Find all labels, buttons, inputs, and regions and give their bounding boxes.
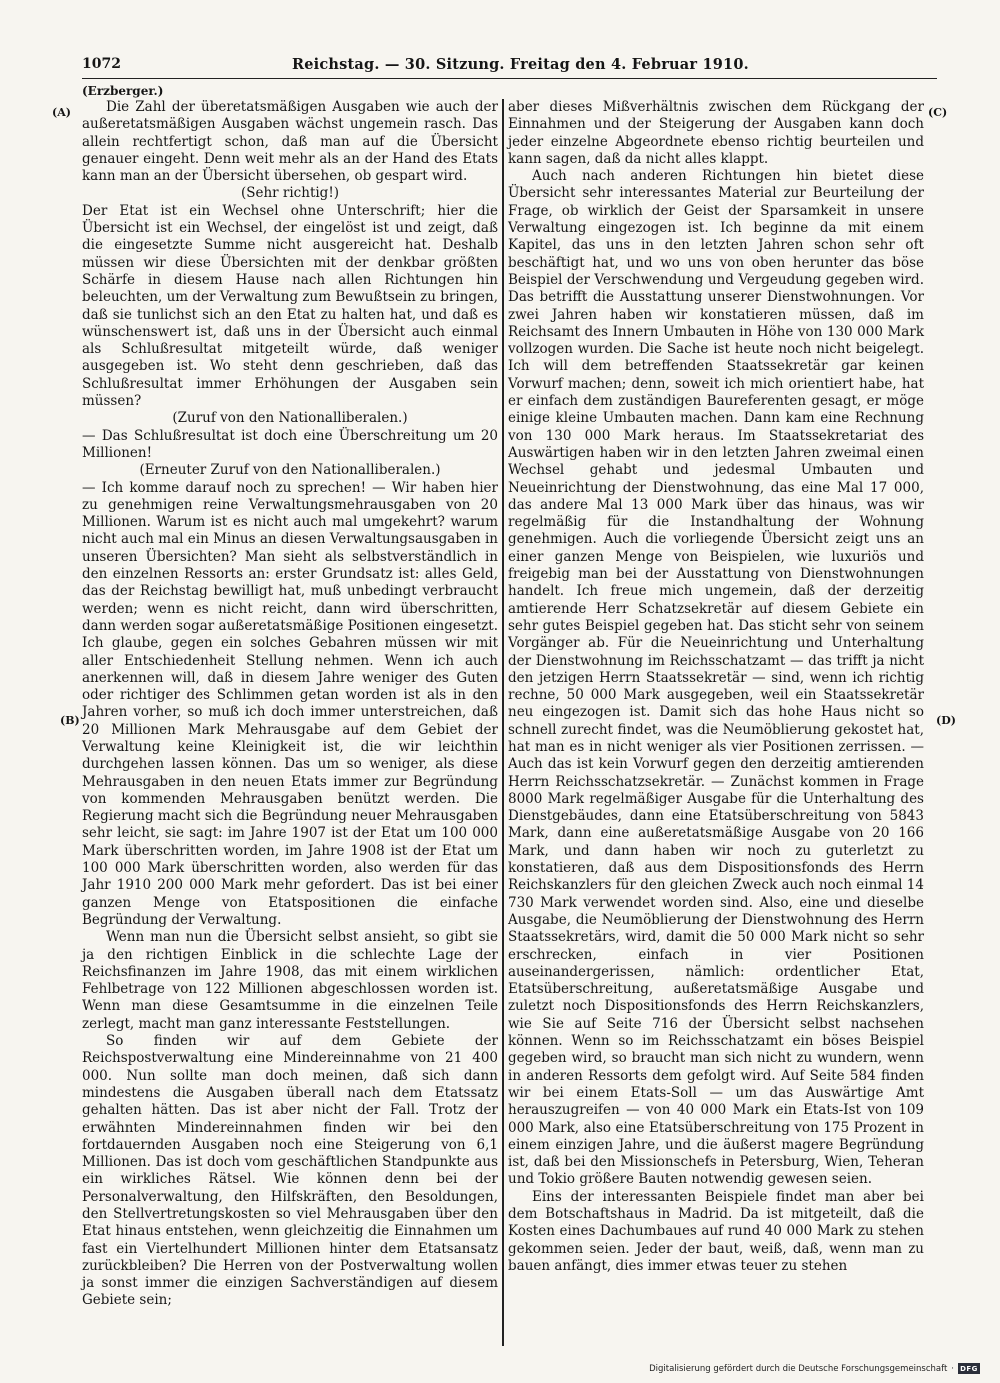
column-divider [502,99,504,1346]
speaker-label: (Erzberger.) [82,84,164,98]
paragraph: So finden wir auf dem Gebiete der Reichspostverwaltung eine Mindereinnahme von 21 400 000. Nun sollte man doch meinen, daß sich dann mindestens die Ausgaben überall nach dem Etatssatz gehalten hätten. Das ist aber nicht der Fall. Trotz der erwähnten Mindereinnahmen finden wir bei den fortdauernden Ausgaben noch eine Steigerung von 6,1 Millionen. Das ist doch vom geschäftlichen Standpunkte aus ein wirkliches Rätsel. Wie können denn bei der Personalverwaltung, den Hilfskräften, den Besoldungen, den Stellvertretungskosten so viel Mehrausgaben über den Etat hinaus entstehen, wenn gleichzeitig die Einnahmen um fast ein Viertelhundert Millionen hinter dem Etatsansatz zurückbleiben? Die Herren von der Postverwaltung wollen ja sonst immer die einzigen Sachverständigen auf diesem Gebiete sein; [82,1033,498,1309]
margin-mark-d: (D) [936,714,956,727]
margin-mark-b: (B) [60,714,80,727]
paragraph: Die Zahl der überetatsmäßigen Ausgaben wie auch der außeretatsmäßigen Ausgaben wächst ungemein rasch. Das allein rechtfertigt schon, daß man auf die Übersicht genauer eingeht. Denn weit mehr als an der Hand des Etats kann man an der Übersicht übersehen, ob gespart wird. [82,99,498,185]
paragraph: aber dieses Mißverhältnis zwischen dem Rückgang der Einnahmen und der Steigerung der Ausgaben kann doch jeder einzelne Abgeordnete ebenso richtig beurteilen und kann sagen, daß da nicht alles klappt. [508,99,924,167]
paragraph: — Ich komme darauf noch zu sprechen! — Wir haben hier zu genehmigen reine Verwaltungsmehrausgaben von 20 Millionen. Warum ist es nicht auch mal umgekehrt? warum nicht auch mal ein Minus an diesen Verwaltungsausgaben in unseren Übersichten? Man sieht als selbstverständlich in den einzelnen Ressorts an: erster Grundsatz ist: alles Geld, das der Reichstag bewilligt hat, muß unbedingt verbraucht werden; wenn es nicht reicht, dann wird überschritten, dann werden sogar außeretatsmäßige Positionen eingesetzt. Ich glaube, gegen ein solches Gebahren müssen wir mit aller Entschiedenheit Stellung nehmen. Wenn ich auch anerkennen will, daß in diesem Jahre weniger des Guten oder richtiger des Schlimmen getan worden ist als in den Jahren vorher, so muß ich doch immer unterstreichen, daß 20 Millionen Mark Mehrausgabe auf dem Gebiet der Verwaltung keine Kleinigkeit ist, die wir leichthin durchgehen lassen können. Das um so weniger, als diese Mehrausgaben in den neuen Etats immer zur Begründung von kommenden Mehrausgaben benützt werden. Die Regierung macht sich die Begründung neuer Mehrausgaben sehr leicht, sie sagt: im Jahre 1907 ist der Etat um 100 000 Mark überschritten worden, im Jahre 1908 ist der Etat um 100 000 Mark überschritten worden, also werden für das Jahr 1910 200 000 Mark mehr gefordert. Das ist bei einer ganzen Menge von Etatspositionen die einfache Begründung der Verwaltung. [82,479,498,928]
footer-credit: Digitalisierung gefördert durch die Deutsche Forschungsgemeinschaft [649,1363,948,1374]
paragraph: — Das Schlußresultat ist doch eine Überschreitung um 20 Millionen! [82,427,498,461]
footer: Digitalisierung gefördert durch die Deutsche Forschungsgemeinschaft · DFG [649,1363,980,1374]
paragraph: (Erneuter Zuruf von den Nationalliberalen.) [139,462,441,479]
paragraph: Der Etat ist ein Wechsel ohne Unterschrift; hier die Übersicht ist ein Wechsel, der eingelöst ist und zeigt, daß die eingesetzte Summe nicht ausgereicht hat. Deshalb müssen wir diese Übersichten mit der denkbar größten Schärfe in diesem Hause nach allen Richtungen hin beleuchten, um der Verwaltung zum Bewußtsein zu bringen, daß sie tunlichst sich an den Etat zu halten hat, und daß es wünschenswert ist, daß uns in der Übersicht auch einmal als Schlußresultat mitgeteilt würde, daß weniger ausgegeben ist. Wo steht denn geschrieben, daß das Schlußresultat immer Erhöhungen der Ausgaben sein müssen? [82,202,498,410]
header-rule [82,78,937,79]
running-title: Reichstag. — 30. Sitzung. Freitag den 4. Februar 1910. [292,56,749,73]
margin-mark-c: (C) [928,106,948,119]
paragraph: (Zuruf von den Nationalliberalen.) [172,410,408,427]
paragraph: Eins der interessanten Beispiele findet man aber bei dem Botschaftshaus in Madrid. Da ist mitgeteilt, daß die Kosten eines Dachumbaues auf rund 40 000 Mark zu stehen gekommen seien. Jeder der baut, weiß, daß, wenn man zu bauen anfängt, dies immer etwas teuer zu stehen [508,1188,924,1274]
right-column [508,99,924,1275]
dfg-logo: DFG [958,1363,980,1374]
paragraph: (Sehr richtig!) [240,185,340,202]
page-number: 1072 [82,56,121,72]
page-header [82,56,937,78]
left-column [82,99,498,1310]
paragraph: Wenn man nun die Übersicht selbst ansieht, so gibt sie ja den richtigen Einblick in die schlechte Lage der Reichsfinanzen im Jahre 1908, das mit einem wirklichen Fehlbetrage von 122 Millionen abgeschlossen worden ist. Wenn man diese Gesamtsumme in die einzelnen Teile zerlegt, macht man ganz interessante Feststellungen. [82,929,498,1032]
paragraph: Auch nach anderen Richtungen hin bietet diese Übersicht sehr interessantes Material zur Beurteilung der Frage, ob wirklich der Geist der Sparsamkeit in unsere Verwaltung eingezogen ist. Ich beginne da mit einem Kapitel, das uns in den letzten Jahren schon sehr oft beschäftigt hat, und wo uns von oben herunter das böse Beispiel der Verschwendung und Vergeudung gegeben wird. Das betrifft die Ausstattung unserer Dienstwohnungen. Vor zwei Jahren haben wir konstatieren müssen, daß im Reichsamt des Innern Umbauten in Höhe von 130 000 Mark vollzogen wurden. Die Sache ist heute noch nicht beigelegt. Ich will dem betreffenden Staatssekretär gar keinen Vorwurf machen; denn, soweit ich mich orientiert habe, hat er einfach dem zuständigen Baureferenten gesagt, er möge einige kleine Umbauten machen. Dann kam eine Rechnung von 130 000 Mark heraus. Im Staatssekretariat des Auswärtigen haben wir in den letzten Jahren zweimal einen Wechsel gehabt und jedesmal Umbauten und Neueinrichtung der Dienstwohnung, das eine Mal 17 000, das andere Mal 13 000 Mark über das hinaus, was wir regelmäßig für die Instandhaltung der Wohnung genehmigen. Auch die vorliegende Übersicht zeigt uns an einer ganzen Menge von Beispielen, wie luxuriös und freigebig man bei der Ausstattung von Dienstwohnungen handelt. Ich freue mich ungemein, daß der derzeitig amtierende Herr Schatzsekretär auf diesem Gebiete ein sehr gutes Beispiel gegeben hat. Das sticht sehr von seinem Vorgänger ab. Für die Neueinrichtung und Unterhaltung der Dienstwohnung im Reichsschatzamt — das trifft ja nicht den jetzigen Herrn Staatssekretär — sind, wenn ich richtig rechne, 50 000 Mark ausgegeben, weil ein Staatssekretär neu eingezogen ist. Damit sich das hohe Haus nicht so schnell zurecht findet, was die Neumöblierung gekostet hat, hat man es in nicht weniger als vier Positionen zerrissen. — Auch das ist kein Vorwurf gegen den derzeitig amtierenden Herrn Reichsschatzsekretär. — Zunächst kommen in Frage 8000 Mark regelmäßiger Ausgabe für die Unterhaltung des Dienstgebäudes, dann eine Etatsüberschreitung von 5843 Mark, dann eine außeretatsmäßige Ausgabe von 20 166 Mark, und dann haben wir noch zu guterletzt zu konstatieren, daß aus dem Dispositionsfonds des Herrn Reichskanzlers für den gleichen Zweck auch noch einmal 14 730 Mark verwendet worden sind. Also, eine und dieselbe Ausgabe, die Neumöblierung der Dienstwohnung des Herrn Staatssekretärs, wird, damit die 50 000 Mark nicht so sehr erschrecken, einfach in vier Positionen auseinandergerissen, nämlich: ordentlicher Etat, Etatsüberschreitung, außeretatsmäßige Ausgabe und zuletzt noch Dispositionsfonds des Herrn Reichskanzlers, wie Sie auf Seite 716 der Übersicht selbst nachsehen können. Wenn so im Reichsschatzamt ein böses Beispiel gegeben wird, so braucht man sich nicht zu wundern, wenn in anderen Ressorts dem gefolgt wird. Auf Seite 584 finden wir bei einem Etats-Soll — um das Auswärtige Amt herauszugreifen — von 40 000 Mark ein Etats-Ist von 109 000 Mark, also eine Etatsüberschreitung von 175 Prozent in einem einzigen Jahre, und die äußerst magere Begründung ist, daß bei den Missionschefs in Petersburg, Wien, Teheran und Tokio größere Bauten notwendig gewesen seien. [508,168,924,1188]
margin-mark-a: (A) [52,106,71,119]
